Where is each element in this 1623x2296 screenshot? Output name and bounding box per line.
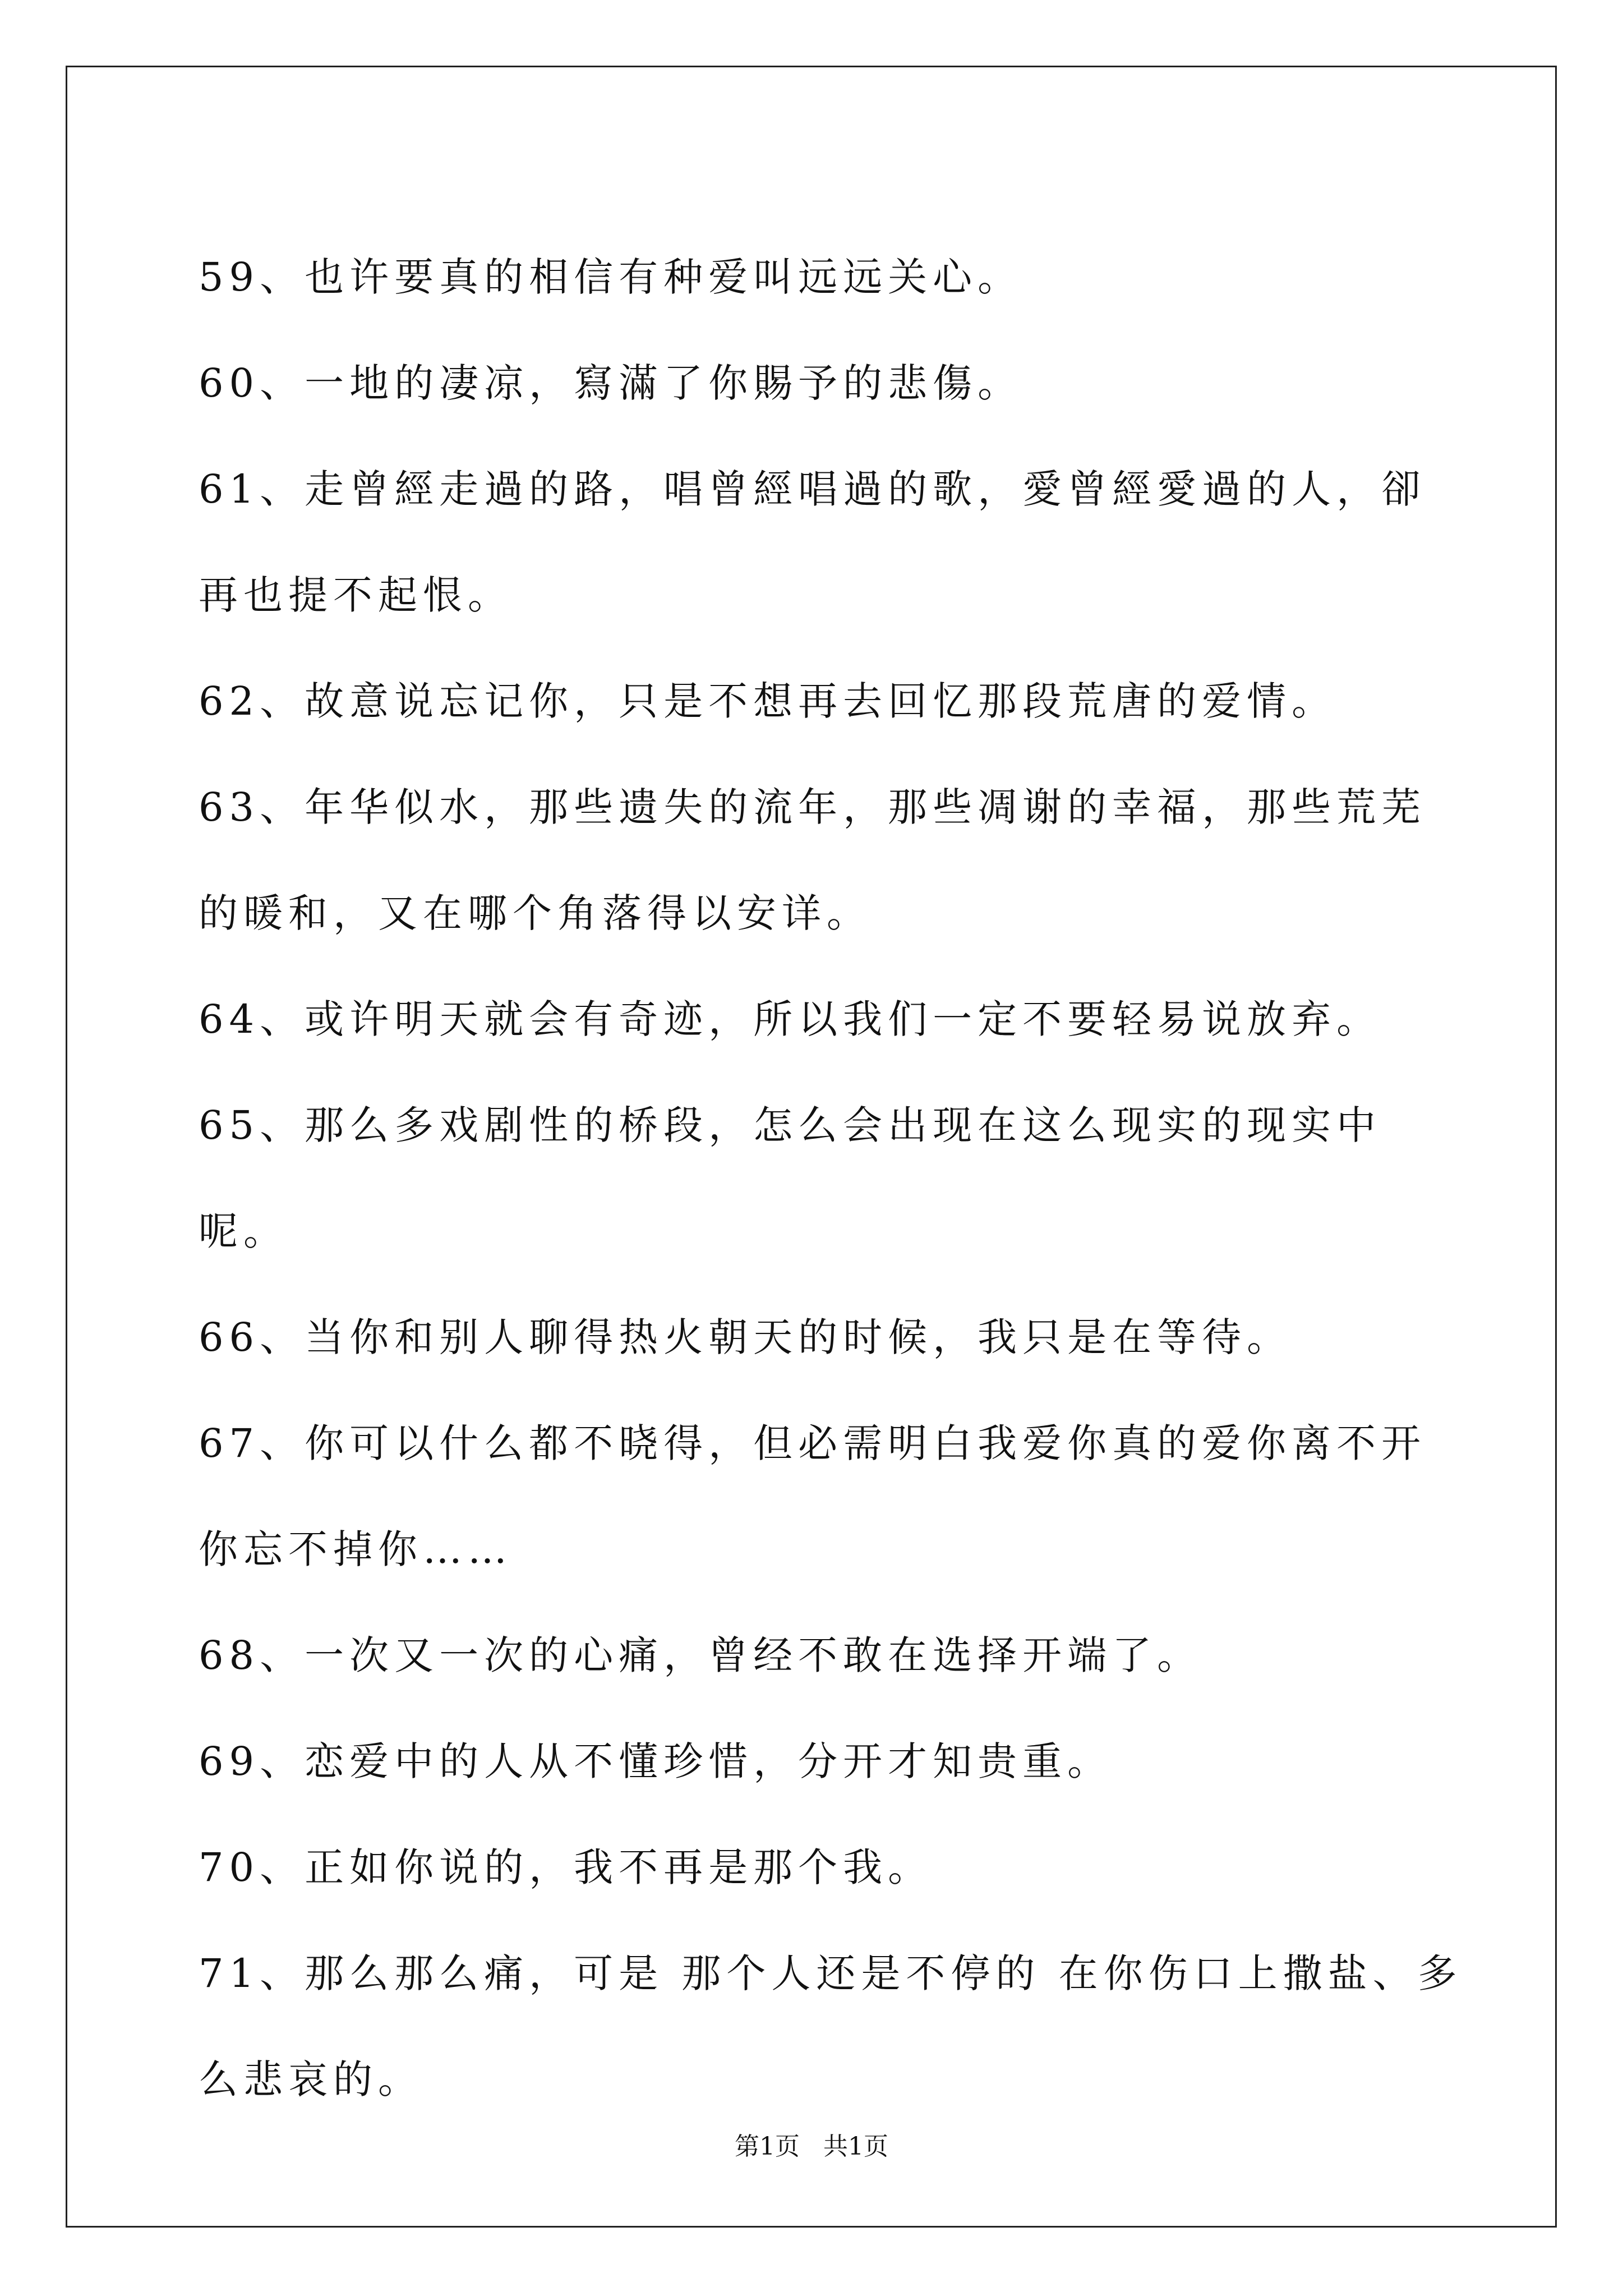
entry-62: 62、故意说忘记你，只是不想再去回忆那段荒唐的爱情。 (199, 678, 1337, 724)
entry-66: 66、当你和别人聊得热火朝天的时候，我只是在等待。 (199, 1314, 1292, 1360)
entry-61: 61、走曾經走過的路，唱曾經唱過的歌，愛曾經愛過的人，卻再也提不起恨。 (199, 466, 1427, 618)
entry-65: 65、那么多戏剧性的桥段，怎么会出现在这么现实的现实中呢。 (199, 1102, 1382, 1254)
entry-64: 64、或许明天就会有奇迹，所以我们一定不要轻易说放弃。 (199, 996, 1382, 1042)
page-total: 共1页 (823, 2132, 888, 2161)
entry-67: 67、你可以什么都不晓得，但必需明白我爱你真的爱你离不开你忘不掉你…… (199, 1420, 1427, 1572)
entry-70: 70、正如你说的，我不再是那个我。 (199, 1844, 933, 1890)
page-number: 第1页 (735, 2132, 800, 2161)
entry-59: 59、也许要真的相信有种爱叫远远关心。 (199, 254, 1023, 300)
document-body (199, 224, 1466, 2133)
entry-71: 71、那么那么痛，可是 那个人还是不停的 在你伤口上撒盐、多么悲哀的。 (199, 1950, 1463, 2102)
entry-69: 69、恋爱中的人从不懂珍惜，分开才知贵重。 (199, 1738, 1113, 1784)
entry-63: 63、年华似水，那些遗失的流年，那些凋谢的幸福，那些荒芜的暖和，又在哪个角落得以安详。 (199, 784, 1427, 936)
entry-68: 68、一次又一次的心痛，曾经不敢在选择开端了。 (199, 1632, 1202, 1678)
page-footer (0, 2126, 1623, 2162)
entry-60: 60、一地的凄凉，寫滿了你賜予的悲傷。 (199, 360, 1023, 406)
